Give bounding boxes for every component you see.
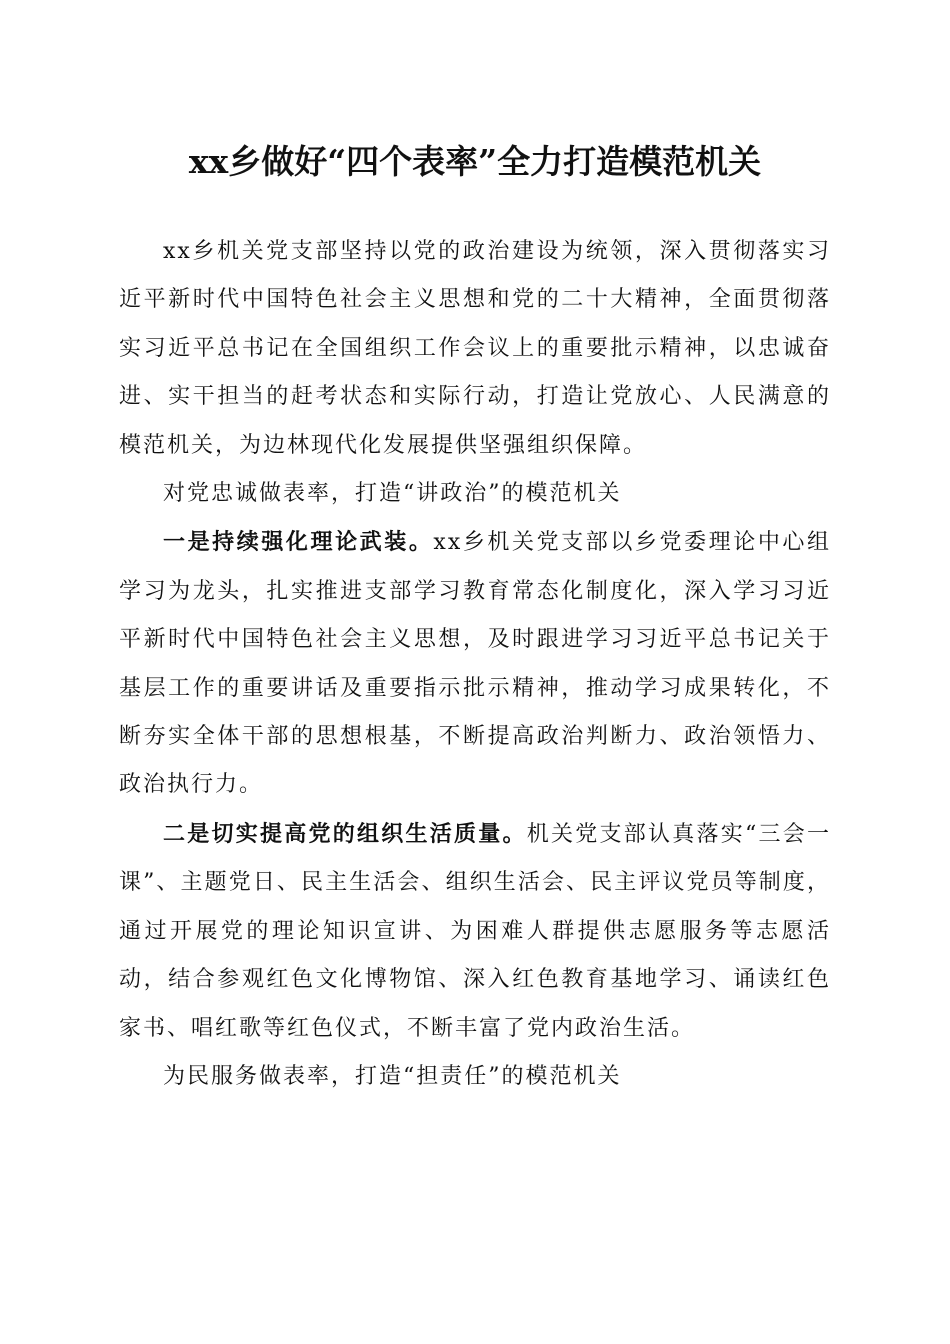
paragraph-text: 对党忠诚做表率，打造“讲政治”的模范机关: [163, 481, 622, 507]
paragraph-text: 为民服务做表率，打造“担责任”的模范机关: [163, 1063, 622, 1089]
paragraph-lead: 一是持续强化理论武装。: [163, 529, 434, 556]
section-heading-loyalty: [119, 470, 831, 518]
paragraph-organization-life: [119, 810, 831, 1053]
paragraph-lead: 二是切实提高党的组织生活质量。: [163, 820, 527, 847]
section-heading-service: [119, 1053, 831, 1101]
document-body: [119, 228, 831, 1101]
paragraph-text: xx乡机关党支部坚持以党的政治建设为统领，深入贯彻落实习近平新时代中国特色社会主义思想和党的二十大精神，全面贯彻落实习近平总书记在全国组织工作会议上的重要批示精神，以忠诚奋进、实干担当的赶考状态和实际行动，打造让党放心、人民满意的模范机关，为边林现代化发展提供坚强组织保障。: [119, 239, 831, 458]
paragraph-intro: [119, 228, 831, 470]
paragraph-theory-study: [119, 518, 831, 809]
paragraph-text: 机关党支部认真落实“三会一课”、主题党日、民主生活会、组织生活会、民主评议党员等制度，通过开展党的理论知识宣讲、为困难人群提供志愿服务等志愿活动，结合参观红色文化博物馆、深入红色教育基地学习、诵读红色家书、唱红歌等红色仪式，不断丰富了党内政治生活。: [119, 821, 831, 1041]
document-title: xx乡做好“四个表率”全力打造模范机关: [188, 142, 762, 181]
paragraph-text: xx乡机关党支部以乡党委理论中心组学习为龙头，扎实推进支部学习教育常态化制度化，深入学习习近平新时代中国特色社会主义思想，及时跟进学习习近平总书记关于基层工作的重要讲话及重要指示批示精神，推动学习成果转化，不断夯实全体干部的思想根基，不断提高政治判断力、政治领悟力、政治执行力。: [119, 530, 831, 798]
